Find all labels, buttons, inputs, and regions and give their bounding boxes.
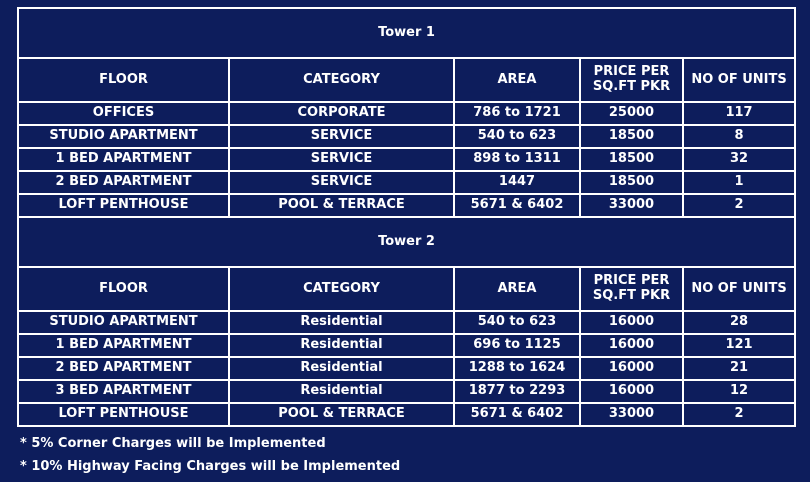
cell-area: 540 to 623	[454, 125, 580, 148]
column-header-floor: FLOOR	[18, 267, 229, 311]
cell-area: 1288 to 1624	[454, 357, 580, 380]
cell-units: 8	[683, 125, 795, 148]
column-header-area: AREA	[454, 58, 580, 102]
note-corner-charges: * 5% Corner Charges will be Implemented	[20, 436, 326, 451]
cell-units: 2	[683, 194, 795, 217]
cell-price: 16000	[580, 357, 683, 380]
cell-category: SERVICE	[229, 148, 454, 171]
table-row	[18, 125, 795, 148]
cell-units: 117	[683, 102, 795, 125]
table-row	[18, 403, 795, 426]
cell-units: 21	[683, 357, 795, 380]
cell-floor: 1 BED APARTMENT	[18, 334, 229, 357]
column-header-floor: FLOOR	[18, 58, 229, 102]
column-header-units: NO OF UNITS	[683, 267, 795, 311]
cell-floor: 2 BED APARTMENT	[18, 357, 229, 380]
cell-category: Residential	[229, 357, 454, 380]
tower-title-row	[18, 217, 795, 267]
table-row	[18, 334, 795, 357]
cell-floor: STUDIO APARTMENT	[18, 311, 229, 334]
cell-price: 18500	[580, 148, 683, 171]
cell-floor: LOFT PENTHOUSE	[18, 403, 229, 426]
table-row	[18, 311, 795, 334]
cell-units: 121	[683, 334, 795, 357]
table-row	[18, 148, 795, 171]
table-row	[18, 102, 795, 125]
column-header-price	[580, 58, 683, 102]
price-list	[17, 7, 794, 427]
table-row	[18, 194, 795, 217]
cell-category: CORPORATE	[229, 102, 454, 125]
column-header-price	[580, 267, 683, 311]
cell-floor: 2 BED APARTMENT	[18, 171, 229, 194]
column-header-category: CATEGORY	[229, 267, 454, 311]
cell-area: 1447	[454, 171, 580, 194]
table-row	[18, 171, 795, 194]
column-header-price-line1: PRICE PER	[593, 273, 670, 289]
cell-category: Residential	[229, 380, 454, 403]
price-table	[17, 7, 796, 427]
cell-category: SERVICE	[229, 125, 454, 148]
note-highway-charges: * 10% Highway Facing Charges will be Implemented	[20, 459, 401, 474]
notes	[20, 432, 400, 478]
cell-price: 33000	[580, 403, 683, 426]
cell-floor: OFFICES	[18, 102, 229, 125]
cell-units: 2	[683, 403, 795, 426]
cell-floor: LOFT PENTHOUSE	[18, 194, 229, 217]
cell-area: 1877 to 2293	[454, 380, 580, 403]
cell-price: 18500	[580, 171, 683, 194]
cell-units: 1	[683, 171, 795, 194]
column-header-units: NO OF UNITS	[683, 58, 795, 102]
cell-category: SERVICE	[229, 171, 454, 194]
cell-category: Residential	[229, 334, 454, 357]
tower-title: Tower 2	[18, 217, 795, 267]
cell-price: 16000	[580, 334, 683, 357]
cell-category: POOL & TERRACE	[229, 403, 454, 426]
cell-price: 18500	[580, 125, 683, 148]
header-row	[18, 267, 795, 311]
cell-price: 33000	[580, 194, 683, 217]
cell-price: 16000	[580, 311, 683, 334]
cell-price: 16000	[580, 380, 683, 403]
cell-units: 32	[683, 148, 795, 171]
cell-floor: STUDIO APARTMENT	[18, 125, 229, 148]
cell-area: 5671 & 6402	[454, 194, 580, 217]
cell-area: 540 to 623	[454, 311, 580, 334]
cell-price: 25000	[580, 102, 683, 125]
cell-units: 28	[683, 311, 795, 334]
cell-category: POOL & TERRACE	[229, 194, 454, 217]
cell-floor: 1 BED APARTMENT	[18, 148, 229, 171]
cell-area: 786 to 1721	[454, 102, 580, 125]
tower-title: Tower 1	[18, 8, 795, 58]
column-header-price-line2: SQ.FT PKR	[592, 288, 671, 303]
cell-units: 12	[683, 380, 795, 403]
column-header-price-line1: PRICE PER	[593, 64, 670, 80]
cell-category: Residential	[229, 311, 454, 334]
cell-area: 696 to 1125	[454, 334, 580, 357]
column-header-price-line2: SQ.FT PKR	[592, 79, 671, 94]
tower-title-row	[18, 8, 795, 58]
column-header-category: CATEGORY	[229, 58, 454, 102]
table-row	[18, 380, 795, 403]
column-header-area: AREA	[454, 267, 580, 311]
cell-area: 898 to 1311	[454, 148, 580, 171]
cell-area: 5671 & 6402	[454, 403, 580, 426]
cell-floor: 3 BED APARTMENT	[18, 380, 229, 403]
header-row	[18, 58, 795, 102]
table-row	[18, 357, 795, 380]
